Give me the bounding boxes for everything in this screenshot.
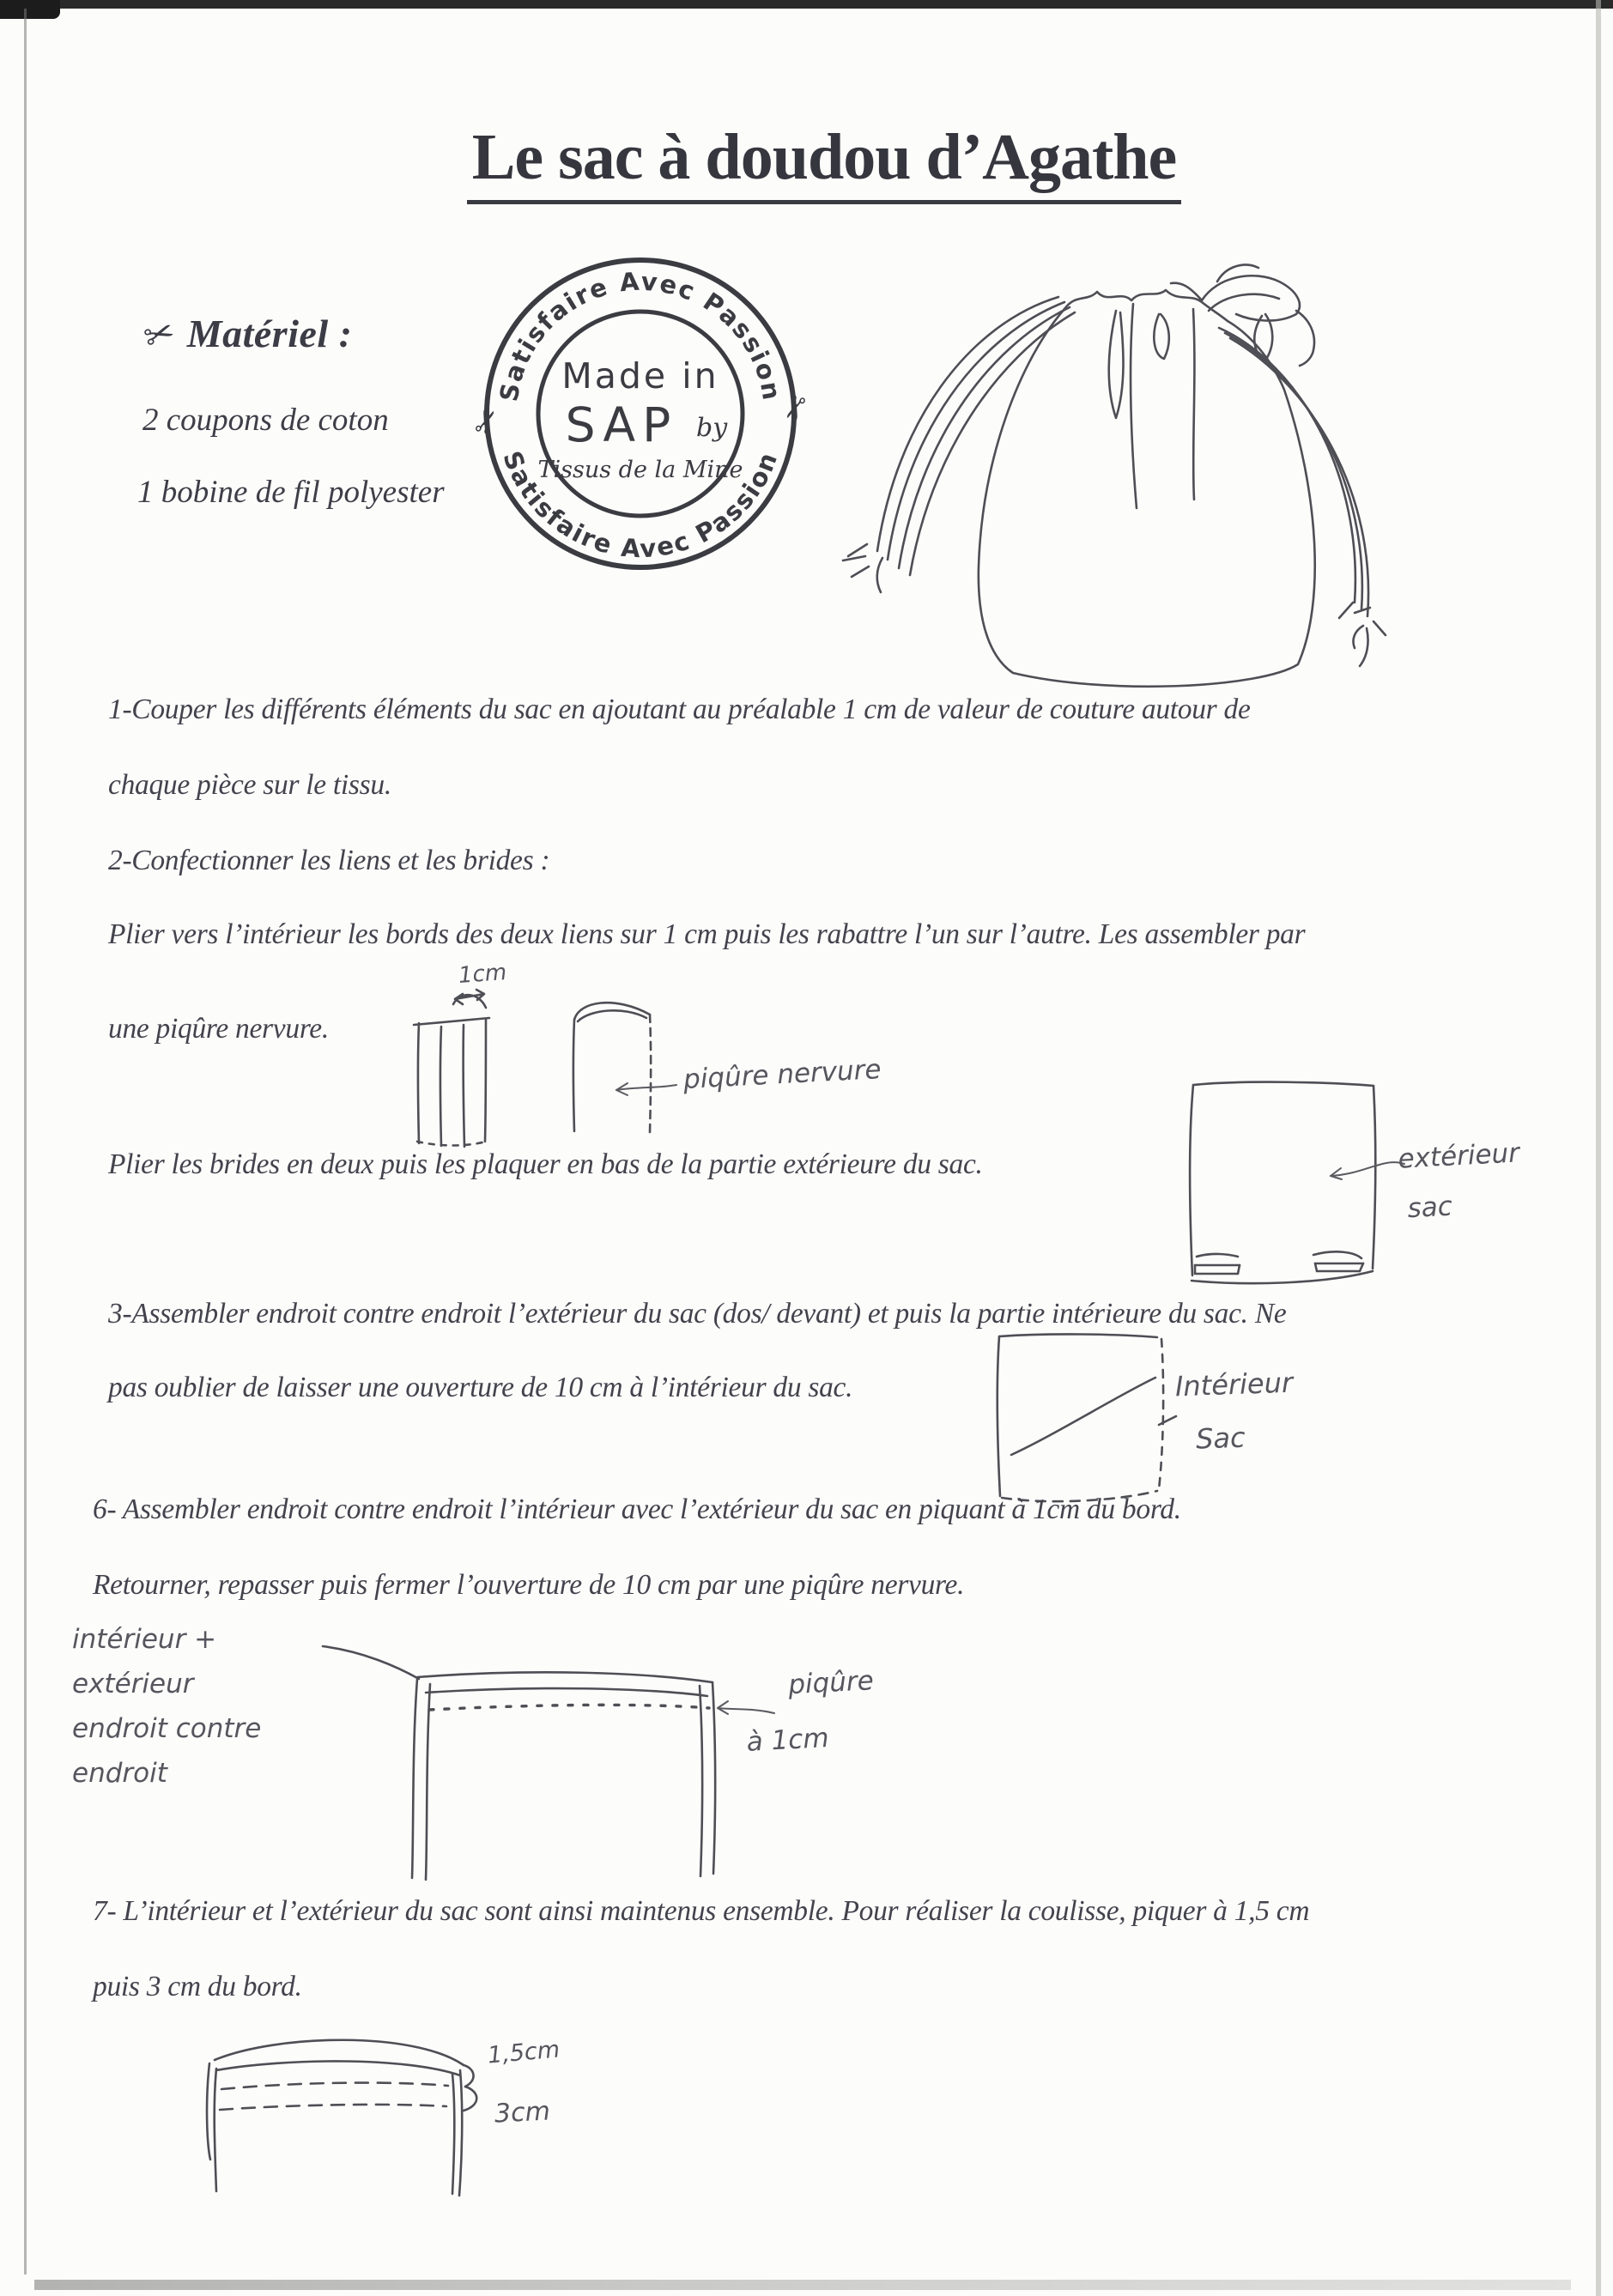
label-piqure-line2: à 1cm	[745, 1722, 830, 1758]
step-2-heading: 2-Confectionner les liens et les brides :	[108, 845, 550, 876]
label-interieur-line1: Intérieur	[1174, 1366, 1294, 1403]
scan-right-edge	[1596, 0, 1601, 2296]
step-7-line-2: puis 3 cm du bord.	[93, 1971, 302, 2002]
label-piqure-nervure: piqûre nervure	[682, 1053, 882, 1096]
step-6-line-1: 6- Assembler endroit contre endroit l’intérieur avec l’extérieur du sac en piquant à 1cm du bord.	[93, 1493, 1181, 1525]
stamp-sap-text: SAP	[565, 397, 678, 452]
step-7-line-1: 7- L’intérieur et l’extérieur du sac sont ainsi maintenus ensemble. Pour réaliser la coulisse, piquer à 1,5 cm	[93, 1895, 1310, 1927]
label-piqure-a-1cm	[743, 1653, 878, 1770]
step-1-line-2: chaque pièce sur le tissu.	[108, 769, 391, 801]
label-interieur-line2: Sac	[1195, 1421, 1246, 1456]
step-6-line-2: Retourner, repasser puis fermer l’ouverture de 10 cm par une piqûre nervure.	[93, 1569, 965, 1601]
stamp-signature: Tissus de la Mine	[537, 457, 743, 483]
stamp-made-in-sap	[465, 251, 816, 577]
scan-top-edge	[0, 0, 1613, 9]
interior-square-diagram	[987, 1326, 1185, 1506]
label-exterieur-sac	[1397, 1128, 1523, 1233]
step-1-line-1: 1-Couper les différents éléments du sac en ajoutant au préalable 1 cm de valeur de couture autour de	[108, 694, 1251, 725]
label-1cm: 1cm	[458, 960, 508, 989]
stamp-arc-top-text: Satisfaire Avec Passion	[494, 266, 787, 404]
drawstring-bag-sketch	[814, 242, 1415, 688]
scan-bottom-edge	[34, 2280, 1571, 2290]
step-2-line-1: Plier vers l’intérieur les bords des deux liens sur 1 cm puis les rabattre l’un sur l’autre. Les assembler par	[108, 918, 1306, 950]
materials-heading: ✂ Matériel :	[144, 311, 353, 356]
page-title: Le sac à doudou d’Agathe	[403, 120, 1245, 195]
label-1-5cm: 1,5cm	[486, 2036, 561, 2069]
stamp-made-in-text: Made in	[561, 355, 719, 397]
material-item-coton: 2 coupons de coton	[143, 403, 389, 438]
scissors-icon: ✂	[139, 312, 181, 360]
label-assembly-line2: extérieur	[72, 1669, 194, 1699]
step-2-line-2: une piqûre nervure.	[108, 1013, 329, 1045]
scan-left-edge	[24, 9, 27, 2275]
label-exterieur-line2: sac	[1406, 1190, 1453, 1225]
material-item-fil: 1 bobine de fil polyester	[137, 475, 445, 510]
stamp-scissors-right-icon: ✂	[772, 389, 816, 427]
piqure-nervure-arrow	[601, 1071, 678, 1102]
label-assembly-line3: endroit contre	[72, 1713, 262, 1744]
scan-top-corner-blob	[0, 0, 60, 19]
label-assembly-line1: intérieur +	[72, 1624, 217, 1655]
coulisse-diagram	[191, 2024, 491, 2256]
stamp-by-text: by	[696, 413, 728, 443]
lien-fold-diagram	[402, 978, 531, 1150]
label-assembly-left	[72, 1617, 261, 1796]
stamp-arc-bottom-text: Satisfaire Avec Passion	[497, 446, 784, 564]
label-interieur-sac	[1174, 1356, 1295, 1467]
label-assembly-line4: endroit	[72, 1758, 167, 1789]
step-3-line-1: 3-Assembler endroit contre endroit l’extérieur du sac (dos/ devant) et puis la partie intérieure du sac. Ne	[108, 1298, 1287, 1330]
exterior-arrow	[1312, 1152, 1408, 1190]
assembly-corner-diagram	[316, 1629, 779, 1882]
label-piqure-line1: piqûre	[787, 1665, 875, 1701]
brides-line: Plier les brides en deux puis les plaquer en bas de la partie extérieure du sac.	[108, 1148, 983, 1180]
label-3cm: 3cm	[494, 2096, 551, 2129]
stamp-scissors-left-icon: ✂	[465, 403, 509, 440]
label-exterieur-line1: extérieur	[1397, 1137, 1520, 1175]
lien-seam-diagram	[562, 994, 674, 1140]
step-3-line-2: pas oublier de laisser une ouverture de 10 cm à l’intérieur du sac.	[108, 1372, 853, 1403]
